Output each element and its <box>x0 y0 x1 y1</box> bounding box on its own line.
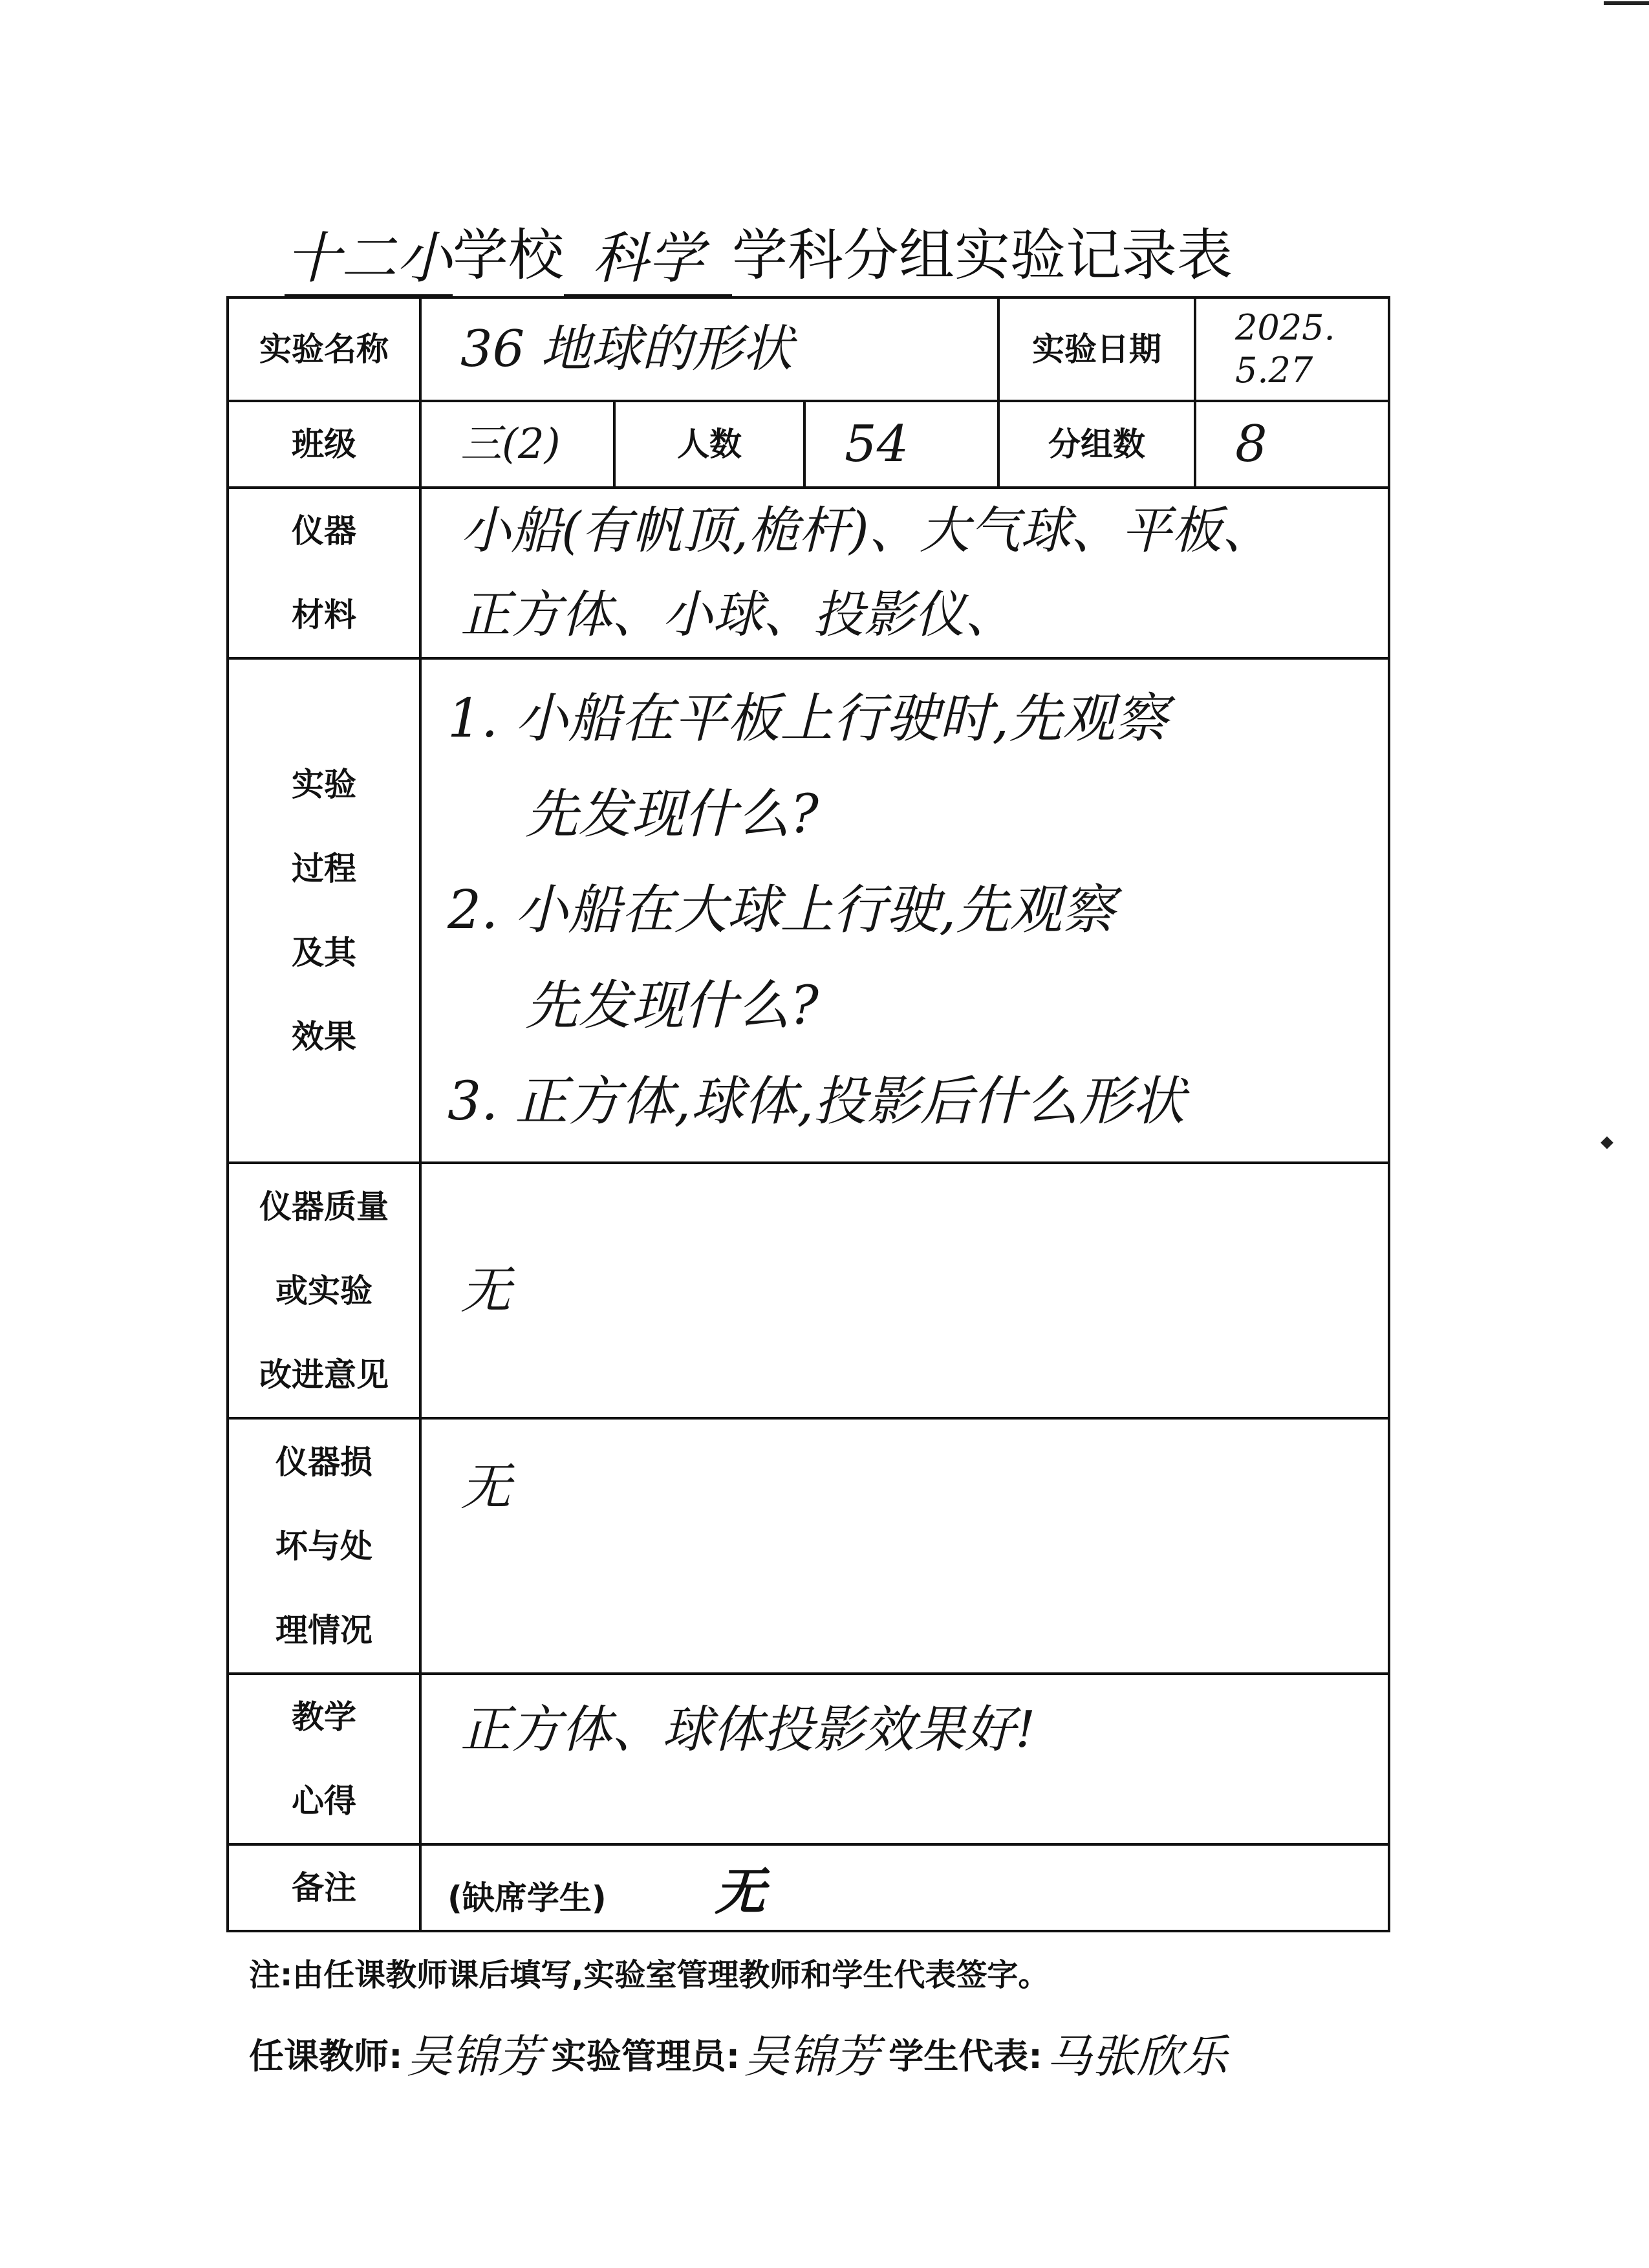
experiment-date-label: 实验日期 <box>998 297 1195 401</box>
school-suffix: 学校 <box>453 223 564 288</box>
equipment-label-line-1: 仪器 <box>292 512 356 550</box>
row-teaching-notes <box>228 1674 1389 1844</box>
scan-mark <box>1604 1 1649 5</box>
teaching-label-line-1: 教学 <box>292 1698 356 1736</box>
school-name-handwritten: 十二小 <box>285 223 453 297</box>
record-table <box>226 296 1390 1932</box>
damage-label-line-3: 理情况 <box>275 1611 372 1649</box>
instruction-note: 注:由任课教师课后填写,实验室管理教师和学生代表签字。 <box>249 1957 1050 1993</box>
damage-label-line-1: 仪器损 <box>275 1443 372 1481</box>
remark-label: 备注 <box>228 1844 420 1931</box>
page-title <box>285 213 1384 297</box>
student-count-value: 54 <box>804 401 998 488</box>
manager-signature: 吴锦芳 <box>744 2030 880 2083</box>
student-rep-label: 学生代表: <box>889 2036 1042 2077</box>
row-experiment-name <box>228 297 1389 401</box>
experiment-name-label: 实验名称 <box>228 297 420 401</box>
process-label-line-3: 及其 <box>292 934 356 971</box>
teacher-signature: 吴锦芳 <box>406 2030 543 2083</box>
class-label: 班级 <box>228 401 420 488</box>
process-label-line-4: 效果 <box>292 1018 356 1055</box>
teacher-label: 任课教师: <box>249 2036 403 2077</box>
student-count-label: 人数 <box>614 401 804 488</box>
process-label <box>228 658 420 1163</box>
scan-mark <box>1600 1136 1613 1149</box>
row-remark <box>228 1844 1389 1931</box>
experiment-name-value: 36 地球的形状 <box>420 297 998 401</box>
class-value: 三(2) <box>420 401 614 488</box>
group-count-label: 分组数 <box>998 401 1195 488</box>
quality-value: 无 <box>420 1163 1389 1418</box>
quality-label <box>228 1163 420 1418</box>
signature-line <box>249 2021 1231 2092</box>
row-equipment <box>228 488 1389 658</box>
process-label-line-2: 过程 <box>292 850 356 887</box>
date-line-1: 2025. <box>1235 307 1335 348</box>
absent-students-label: (缺席学生) <box>447 1879 607 1917</box>
student-rep-signature: 马张欣乐 <box>1046 2030 1227 2083</box>
experiment-date-value <box>1195 297 1389 401</box>
group-count-value: 8 <box>1195 401 1389 488</box>
row-class-info <box>228 401 1389 488</box>
process-value-line-2: 先发现什么? <box>525 784 819 845</box>
teaching-label <box>228 1674 420 1844</box>
row-damage <box>228 1418 1389 1674</box>
damage-label <box>228 1418 420 1674</box>
damage-value: 无 <box>420 1418 1389 1674</box>
absent-students-value: 无 <box>715 1863 766 1921</box>
quality-label-line-1: 仪器质量 <box>259 1187 389 1226</box>
row-process <box>228 658 1389 1163</box>
subject-suffix: 学科分组实验记录表 <box>732 223 1233 288</box>
remark-value <box>420 1844 1389 1931</box>
equipment-label <box>228 488 420 658</box>
process-value <box>420 658 1389 1163</box>
teaching-label-line-2: 心得 <box>292 1782 356 1820</box>
teaching-value: 正方体、球体投影效果好! <box>420 1674 1389 1844</box>
process-label-line-1: 实验 <box>292 766 356 803</box>
equipment-label-line-2: 材料 <box>292 596 356 634</box>
equipment-value <box>420 488 1389 658</box>
damage-label-line-2: 坏与处 <box>275 1527 372 1565</box>
process-value-line-1: 1. 小船在平板上行驶时,先观察 <box>447 688 1169 750</box>
equipment-value-line-2: 正方体、小球、投影仪、 <box>460 586 1016 644</box>
row-quality-feedback <box>228 1163 1389 1418</box>
process-value-line-4: 先发现什么? <box>525 975 819 1037</box>
quality-label-line-2: 或实验 <box>275 1271 372 1310</box>
subject-name-handwritten: 科学 <box>564 223 732 297</box>
manager-label: 实验管理员: <box>551 2036 740 2077</box>
date-line-2: 5.27 <box>1235 350 1313 391</box>
equipment-value-line-1: 小船(有帆顶,桅杆)、大气球、平板、 <box>460 502 1273 560</box>
process-value-line-5: 3. 正方体,球体,投影后什么形状 <box>447 1071 1185 1132</box>
process-value-line-3: 2. 小船在大球上行驶,先观察 <box>447 880 1116 941</box>
quality-label-line-3: 改进意见 <box>259 1355 389 1394</box>
